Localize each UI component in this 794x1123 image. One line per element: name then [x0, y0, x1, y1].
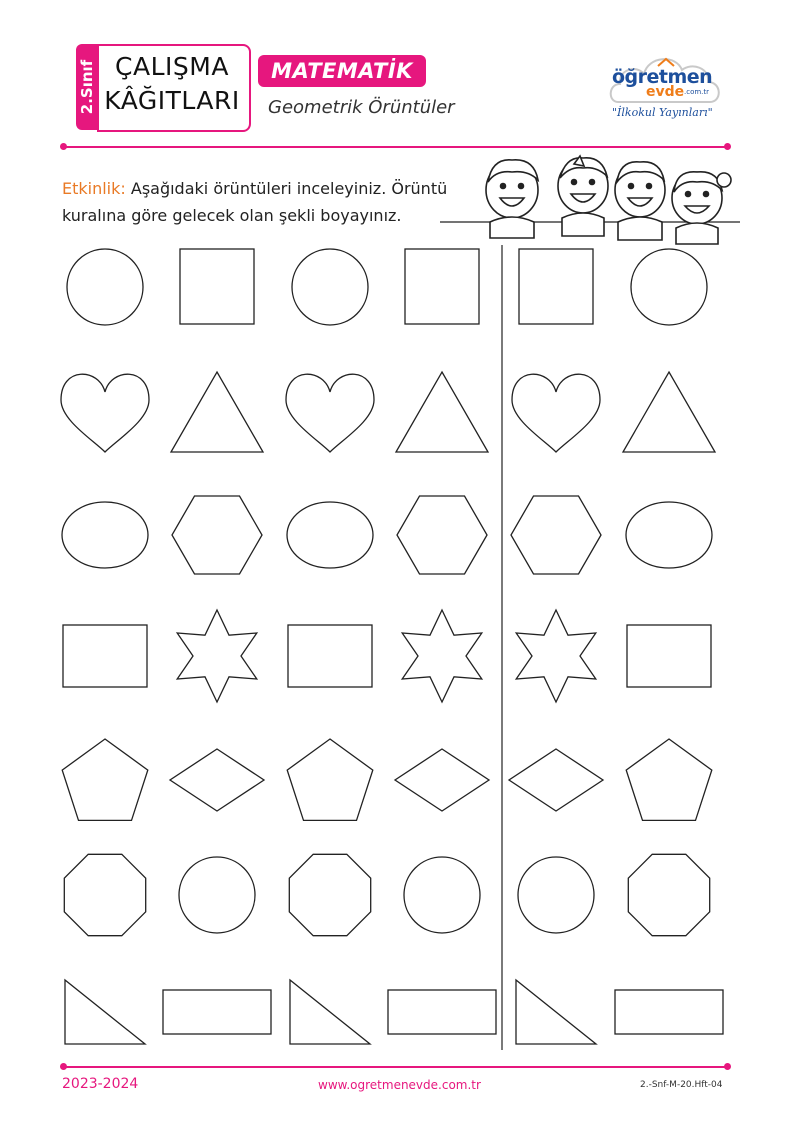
activity-line-1: Aşağıdaki örüntüleri inceleyiniz. Örüntü	[125, 179, 448, 198]
octagon-shape[interactable]	[628, 854, 709, 935]
rhombus-shape	[395, 749, 489, 811]
ellipse-shape	[62, 502, 148, 568]
hexagon-shape	[172, 496, 262, 574]
circle-shape	[404, 857, 480, 933]
heart-shape	[286, 374, 374, 452]
logo-tagline: "İlkokul Yayınları"	[612, 106, 713, 119]
rhombus-shape[interactable]	[509, 749, 603, 811]
ellipse-shape	[287, 502, 373, 568]
circle-shape[interactable]	[631, 249, 707, 325]
square-shape[interactable]	[519, 249, 593, 324]
logo-brand-top: öğretmen	[612, 66, 713, 88]
logo-brand-bottom: evde	[646, 84, 685, 100]
right-triangle-shape	[290, 980, 370, 1044]
logo-domain: .com.tr	[684, 88, 710, 96]
rectangle-shape	[288, 625, 372, 687]
footer-year: 2023-2024	[62, 1076, 139, 1092]
ellipse-shape[interactable]	[626, 502, 712, 568]
rectangle-shape[interactable]	[627, 625, 711, 687]
footer-rule	[62, 1066, 727, 1068]
circle-shape	[67, 249, 143, 325]
hexagon-shape	[397, 496, 487, 574]
footer-rule-dot-right	[724, 1063, 731, 1070]
title-line-1: ÇALIŞMA	[115, 52, 229, 81]
footer-code: 2.-Snf-M-20.Hft-04	[640, 1080, 723, 1090]
triangle-shape[interactable]	[623, 372, 715, 452]
octagon-shape	[289, 854, 370, 935]
right-triangle-shape[interactable]	[516, 980, 596, 1044]
grade-label: 2.Sınıf	[78, 59, 96, 115]
wide-rectangle-shape[interactable]	[615, 990, 723, 1034]
heart-shape[interactable]	[512, 374, 600, 452]
pentagon-shape[interactable]	[626, 739, 712, 820]
activity-line-2: kuralına göre gelecek olan şekli boyayınız.	[62, 206, 402, 225]
activity-label: Etkinlik:	[62, 179, 126, 198]
heart-shape	[61, 374, 149, 452]
square-shape	[180, 249, 254, 324]
triangle-shape	[396, 372, 488, 452]
wide-rectangle-shape	[163, 990, 271, 1034]
title-line-2: KÂĞITLARI	[104, 86, 240, 115]
rhombus-shape	[170, 749, 264, 811]
topic-title: Geometrik Örüntüler	[268, 97, 455, 118]
octagon-shape	[64, 854, 145, 935]
star-shape	[177, 610, 257, 702]
star-shape	[402, 610, 482, 702]
hexagon-shape[interactable]	[511, 496, 601, 574]
subject-label: MATEMATİK	[271, 59, 413, 83]
circle-shape[interactable]	[518, 857, 594, 933]
right-triangle-shape	[65, 980, 145, 1044]
footer-website[interactable]: www.ogretmenevde.com.tr	[318, 1078, 481, 1092]
star-shape[interactable]	[516, 610, 596, 702]
wide-rectangle-shape	[388, 990, 496, 1034]
square-shape	[405, 249, 479, 324]
triangle-shape	[171, 372, 263, 452]
circle-shape	[179, 857, 255, 933]
pentagon-shape	[62, 739, 148, 820]
rectangle-shape	[63, 625, 147, 687]
circle-shape	[292, 249, 368, 325]
pentagon-shape	[287, 739, 373, 820]
